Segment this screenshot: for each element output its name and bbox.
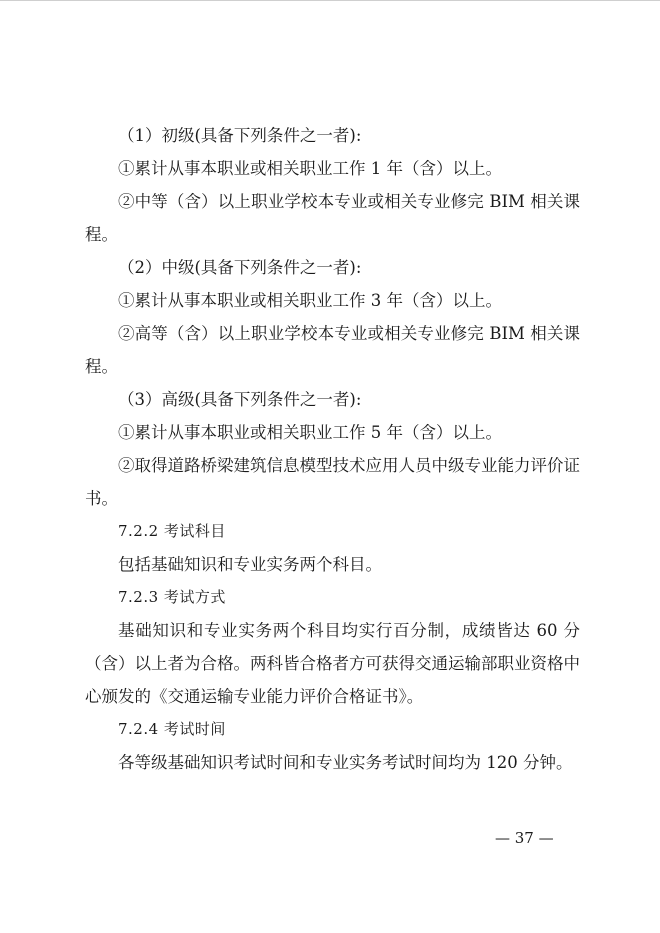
level-heading-advanced: （3）高级(具备下列条件之一者): [118, 390, 362, 409]
paragraph: 包括基础知识和专业实务两个科目。 [118, 555, 382, 574]
paragraph: 基础知识和专业实务两个科目均实行百分制，成绩皆达 60 分（含）以上者为合格。两科皆合格者方可获得交通运输部职业资格中心颁发的《交通运输专业能力评价合格证书》。 [85, 621, 580, 706]
section-heading-7-2-3: 7.2.3 考试方式 [118, 588, 226, 606]
section-heading-7-2-4: 7.2.4 考试时间 [118, 720, 226, 738]
section-heading-7-2-2: 7.2.2 考试科目 [118, 522, 226, 540]
paragraph: ①累计从事本职业或相关职业工作 3 年（含）以上。 [118, 291, 502, 310]
document-body [85, 119, 580, 779]
paragraph: ①累计从事本职业或相关职业工作 5 年（含）以上。 [118, 423, 502, 442]
page-number: — 37 — [495, 829, 554, 847]
paragraph: ①累计从事本职业或相关职业工作 1 年（含）以上。 [118, 159, 502, 178]
level-heading-primary: （1）初级(具备下列条件之一者): [118, 126, 362, 145]
paragraph: 各等级基础知识考试时间和专业实务考试时间均为 120 分钟。 [118, 753, 573, 772]
paragraph: ②中等（含）以上职业学校本专业或相关专业修完 BIM 相关课程。 [85, 192, 580, 244]
paragraph: ②取得道路桥梁建筑信息模型技术应用人员中级专业能力评价证书。 [85, 456, 580, 508]
paragraph: ②高等（含）以上职业学校本专业或相关专业修完 BIM 相关课程。 [85, 324, 580, 376]
level-heading-intermediate: （2）中级(具备下列条件之一者): [118, 258, 362, 277]
